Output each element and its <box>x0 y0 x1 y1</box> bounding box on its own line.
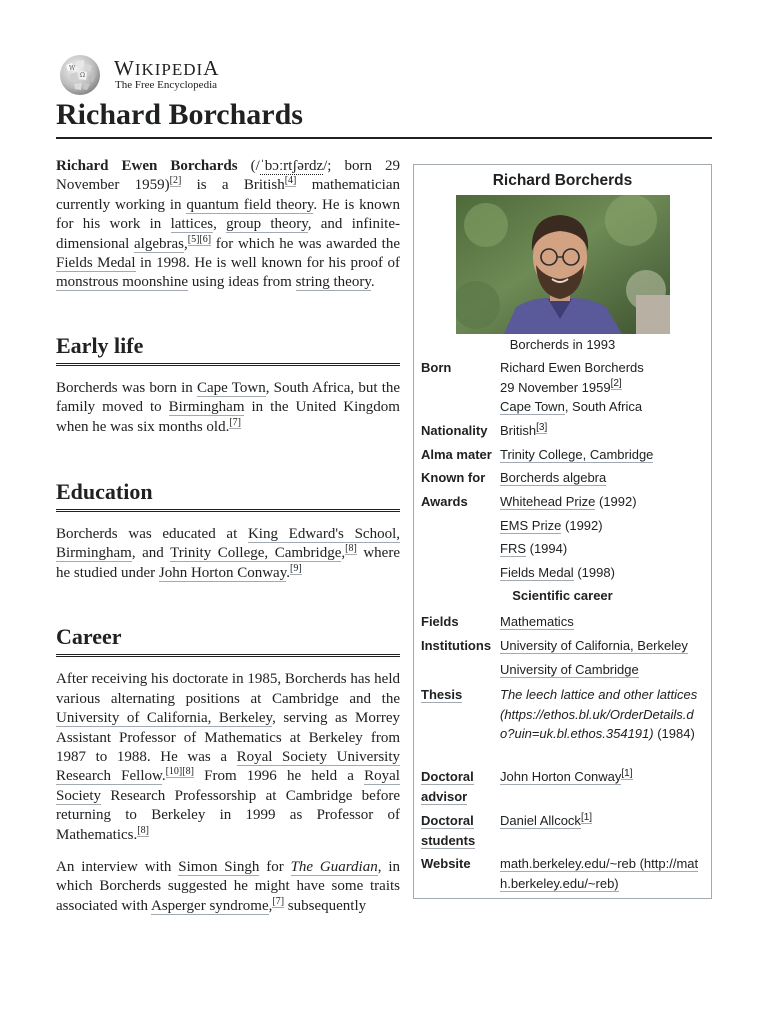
link-website[interactable]: math.berkeley.edu/~reb (http://math.berkeley.edu/~reb) <box>500 856 699 891</box>
citation-ref[interactable]: [10][8] <box>165 766 194 778</box>
subject-name: Richard Ewen Borchards <box>56 158 238 174</box>
label-awards: Awards <box>421 494 468 509</box>
infobox-title: Richard Borcherds <box>492 172 633 189</box>
link-ems-prize[interactable]: EMS Prize <box>500 517 562 533</box>
link-royal-society[interactable]: Royal Society <box>56 768 400 804</box>
portrait-photo[interactable] <box>456 195 670 334</box>
link-monstrous-moonshine[interactable]: monstrous moonshine <box>56 274 189 291</box>
citation-ref[interactable]: [2] <box>610 378 622 390</box>
link-john-horton-conway[interactable]: John Horton Conway <box>158 564 287 581</box>
award-item: FRS (1994) <box>500 541 568 556</box>
link-cape-town[interactable]: Cape Town <box>196 379 266 396</box>
link-simon-singh[interactable]: Simon Singh <box>178 858 260 875</box>
citation-ref[interactable]: [1] <box>580 811 593 823</box>
article-body <box>56 157 400 929</box>
value-thesis: The leech lattice and other lattices (https://ethos.bl.uk/OrderDetails.do?uin=uk.bl.ethos.354191) (1984) <box>500 687 698 741</box>
award-item: Whitehead Prize (1992) <box>500 494 637 509</box>
scientific-career-header: Scientific career <box>512 588 613 603</box>
label-thesis[interactable]: Thesis <box>421 687 463 702</box>
link-university-of-cambridge[interactable]: University of Cambridge <box>500 661 639 677</box>
citation-ref[interactable]: [5][6] <box>187 233 212 245</box>
label-alma-mater: Alma mater <box>421 447 492 462</box>
link-uc-berkeley-infobox[interactable]: University of California, Berkeley <box>500 638 688 653</box>
wikipedia-globe-logo[interactable] <box>56 53 104 97</box>
label-born: Born <box>421 360 452 375</box>
label-fields: Fields <box>421 614 459 629</box>
label-website: Website <box>421 856 471 871</box>
link-the-guardian[interactable]: The Guardian <box>290 858 378 875</box>
heading-early-life: Early life <box>56 332 400 366</box>
heading-education: Education <box>56 478 400 512</box>
link-trinity-college[interactable]: Trinity College, Cambridge <box>170 545 342 562</box>
ipa-pronunciation-link[interactable]: ˈbɔːrtʃərdz <box>259 158 324 174</box>
citation-ref[interactable]: [2] <box>169 175 182 187</box>
institutions-list <box>500 636 708 683</box>
award-item: EMS Prize (1992) <box>500 517 603 533</box>
svg-text:Ω: Ω <box>80 72 85 79</box>
link-uc-berkeley[interactable]: University of California, Berkeley <box>56 710 273 727</box>
link-john-horton-conway-infobox[interactable]: John Horton Conway <box>500 769 622 784</box>
citation-ref[interactable]: [7] <box>229 416 241 428</box>
intro-paragraph: Richard Ewen Borchards (/ˈbɔːrtʃərdz/; born 29 November 1959)[2] is a British[4] mathematician currently working in quantum field theory. He is known for his work in lattices, group theory, and infinite-dimensional algebras,[5][6] for which he was awarded the Fields Medal in 1998. He is well known for his proof of monstrous moonshine using ideas from string theory. <box>56 158 401 291</box>
value-nationality: British[3] <box>500 421 548 438</box>
link-daniel-allcock[interactable]: Daniel Allcock <box>500 813 581 828</box>
link-group-theory[interactable]: group theory <box>226 216 308 233</box>
link-birmingham[interactable]: Birmingham <box>168 399 245 416</box>
label-doctoral-students[interactable]: Doctoral students <box>421 813 476 848</box>
citation-ref[interactable]: [8] <box>345 543 357 555</box>
citation-ref[interactable]: [1] <box>621 767 633 779</box>
svg-text:W: W <box>69 65 76 72</box>
link-trinity-college-infobox[interactable]: Trinity College, Cambridge <box>500 447 654 462</box>
link-asperger-syndrome[interactable]: Asperger syndrome <box>150 897 269 914</box>
label-doctoral-advisor[interactable]: Doctoral advisor <box>421 769 474 804</box>
link-mathematics[interactable]: Mathematics <box>500 614 574 629</box>
photo-caption: Borcherds in 1993 <box>509 337 616 352</box>
link-cape-town-infobox[interactable]: Cape Town <box>500 399 565 414</box>
link-royal-society-fellow[interactable]: Royal Society University Research Fellow <box>56 748 400 785</box>
page-title: Richard Borchards <box>56 96 712 139</box>
link-thesis[interactable]: The leech lattice and other lattices (https://ethos.bl.uk/OrderDetails.do?uin=uk.bl.ethos.354191) <box>500 687 698 741</box>
link-quantum-field-theory[interactable]: quantum field theory <box>186 196 314 213</box>
label-nationality: Nationality <box>421 423 488 438</box>
link-whitehead-prize[interactable]: Whitehead Prize <box>500 494 596 509</box>
link-king-edwards-school[interactable]: King Edward's School, Birmingham <box>56 526 401 562</box>
citation-ref[interactable]: [7] <box>272 895 285 907</box>
link-algebras[interactable]: algebras <box>134 235 184 252</box>
career-paragraph-1: After receiving his doctorate in 1985, Borcherds has held various alternating positions at Cambridge and the University of California, Berkeley, serving as Morrey Assistant Professor of Mathematics at Berkeley from 1987 to 1988. He was a Royal Society University Research Fellow.[10][8] From 1996 he held a Royal Society Research Professorship at Cambridge before returning to Berkeley in 1999 as Professor of Mathematics.[8] <box>56 671 400 843</box>
wikipedia-wordmark: WIKIPEDIA <box>114 56 220 80</box>
citation-ref[interactable]: [4] <box>284 175 297 187</box>
value-born: Richard Ewen Borcherds 29 November 1959[2] Cape Town, South Africa <box>500 360 644 414</box>
citation-ref[interactable]: [3] <box>536 421 548 433</box>
label-known-for: Known for <box>421 470 486 485</box>
infobox <box>413 164 712 899</box>
career-paragraph-2: An interview with Simon Singh for The Guardian, in which Borcherds suggested he might have some traits associated with Asperger syndrome,[7] subsequently <box>56 858 401 914</box>
link-fields-medal[interactable]: Fields Medal <box>56 255 136 272</box>
heading-career: Career <box>56 623 400 657</box>
early-life-paragraph: Borcherds was born in Cape Town, South Africa, but the family moved to Birmingham in the United Kingdom when he was six months old.[7] <box>56 379 401 435</box>
citation-ref[interactable]: [8] <box>137 824 149 836</box>
link-frs[interactable]: FRS <box>500 541 526 556</box>
wikipedia-tagline: The Free Encyclopedia <box>115 79 218 91</box>
label-institutions: Institutions <box>421 638 492 653</box>
citation-ref[interactable]: [9] <box>290 562 302 574</box>
awards-list <box>500 492 708 586</box>
link-string-theory[interactable]: string theory <box>295 274 371 291</box>
portrait-image <box>456 195 670 334</box>
link-borcherds-algebra[interactable]: Borcherds algebra <box>500 470 607 485</box>
link-fields-medal-infobox[interactable]: Fields Medal <box>500 564 574 580</box>
award-item: Fields Medal (1998) <box>500 564 615 580</box>
link-lattices[interactable]: lattices <box>170 216 214 233</box>
education-paragraph: Borcherds was educated at King Edward's School, Birmingham, and Trinity College, Cambridge,[8] where he studied under John Horton Conway.[9] <box>56 526 401 581</box>
